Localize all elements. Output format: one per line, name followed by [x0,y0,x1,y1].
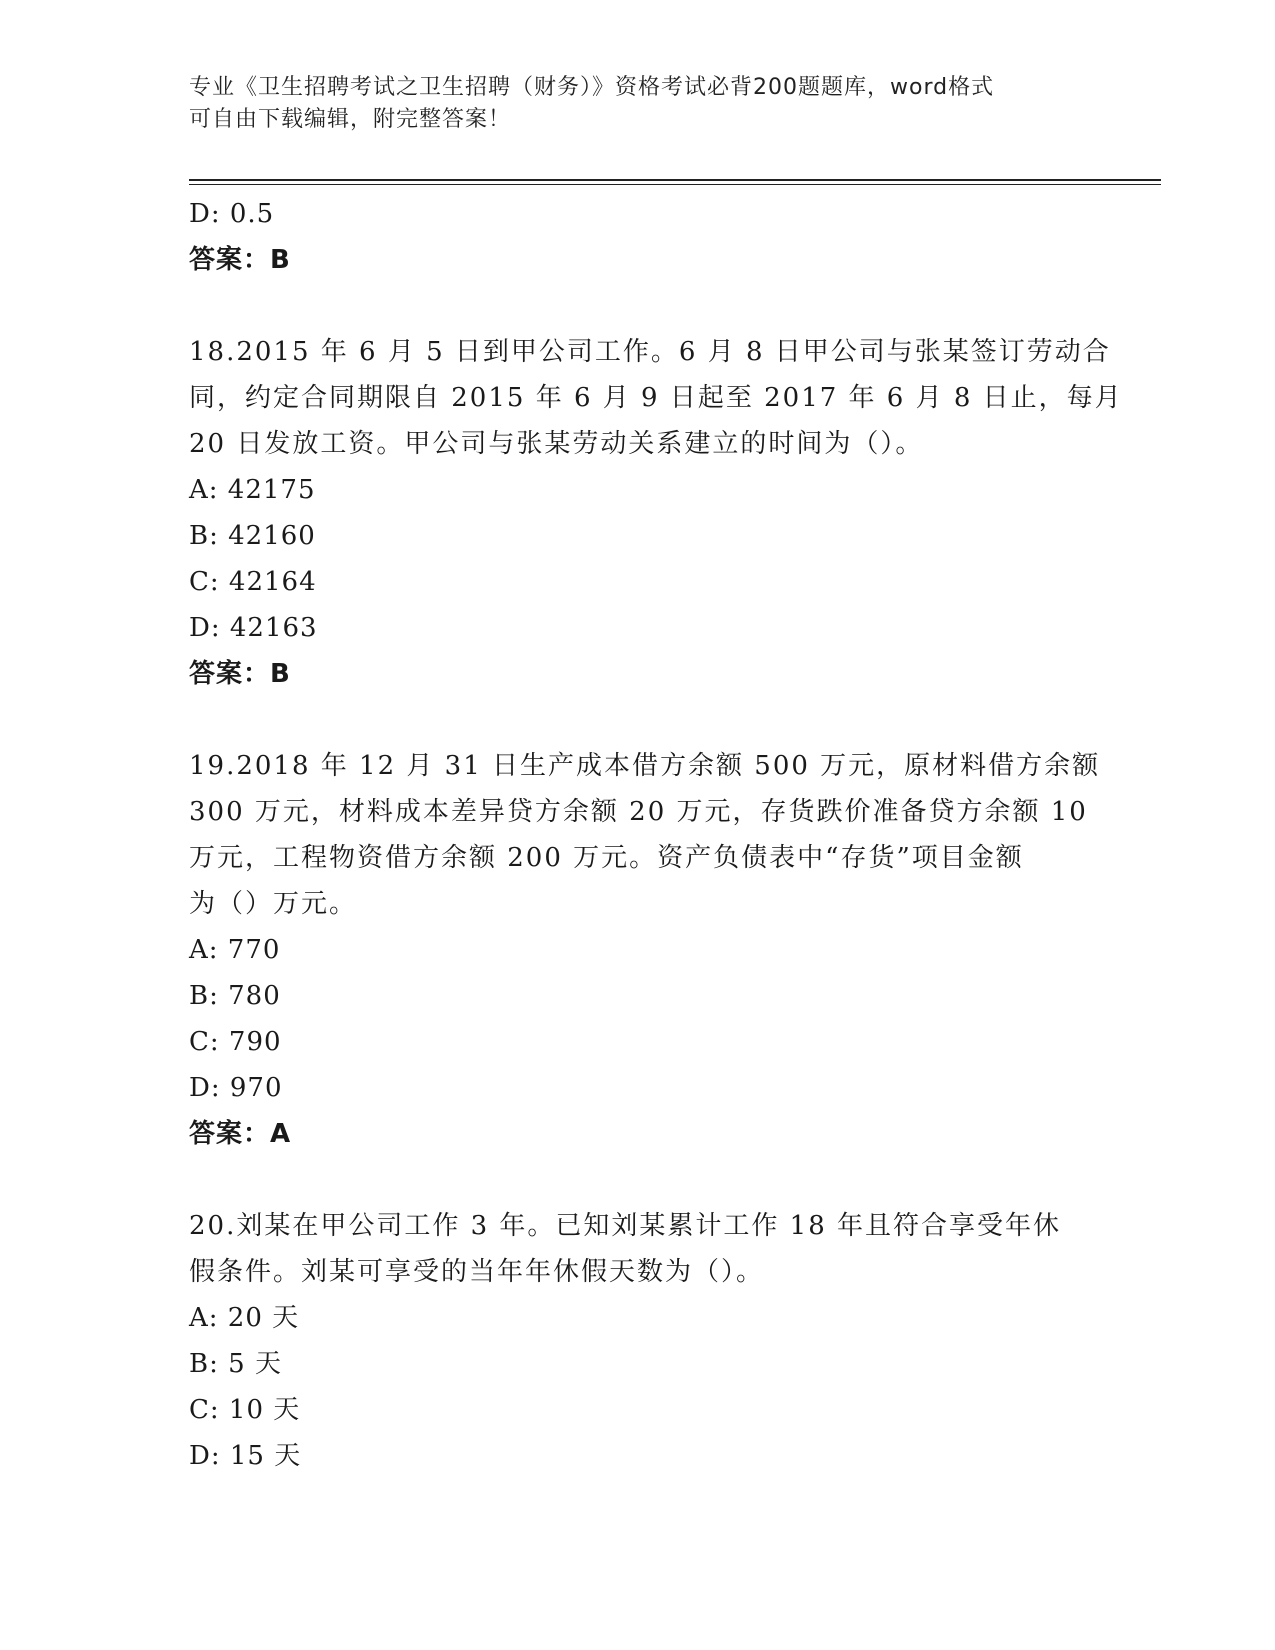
question-text-line: 为（）万元。 [189,889,358,919]
question-19-stem [189,743,1101,927]
option-c: C: 790 [189,1027,282,1057]
question-18-stem [189,329,1123,467]
option-a: A: 42175 [189,475,316,505]
header-title-line-2: 可自由下载编辑，附完整答案！ [189,107,512,132]
header-divider-thick [189,179,1161,181]
answer-line: 答案：B [189,659,291,689]
page-header [189,72,1089,136]
option-a: A: 20 天 [189,1303,300,1333]
question-text-line: 万元，工程物资借方余额 200 万元。资产负债表中“存货”项目金额 [189,843,1024,873]
answer-line: 答案：B [189,245,291,275]
question-20-stem [189,1203,1089,1295]
document-body [189,191,1123,1479]
question-text-line: 20.刘某在甲公司工作 3 年。已知刘某累计工作 18 年且符合享受年休 [189,1211,1062,1241]
question-text-line: 同，约定合同期限自 2015 年 6 月 9 日起至 2017 年 6 月 8 日止，每月 [189,383,1123,413]
header-title-line-1: 专业《卫生招聘考试之卫生招聘（财务）》资格考试必背200题题库，word格式 [189,75,995,100]
question-text-line: 假条件。刘某可享受的当年年休假天数为（）。 [189,1257,765,1287]
spacer [189,697,1089,743]
spacer [189,283,1089,329]
question-text-line: 300 万元，材料成本差异贷方余额 20 万元，存货跌价准备贷方余额 10 [189,797,1088,827]
option-b: B: 780 [189,981,281,1011]
option-b: B: 5 天 [189,1349,282,1379]
header-divider-thin [189,184,1161,185]
option-d: D: 15 天 [189,1441,302,1471]
spacer [189,1157,1089,1203]
question-text-line: 20 日发放工资。甲公司与张某劳动关系建立的时间为（）。 [189,429,924,459]
option-d: D: 42163 [189,613,318,643]
option-c: C: 42164 [189,567,317,597]
option-c: C: 10 天 [189,1395,301,1425]
option-b: B: 42160 [189,521,316,551]
question-text-line: 19.2018 年 12 月 31 日生产成本借方余额 500 万元，原材料借方余额 [189,751,1101,781]
answer-line: 答案：A [189,1119,292,1149]
option-d: D: 0.5 [189,199,275,229]
option-d: D: 970 [189,1073,283,1103]
question-text-line: 18.2015 年 6 月 5 日到甲公司工作。6 月 8 日甲公司与张某签订劳动合 [189,337,1111,367]
option-a: A: 770 [189,935,281,965]
